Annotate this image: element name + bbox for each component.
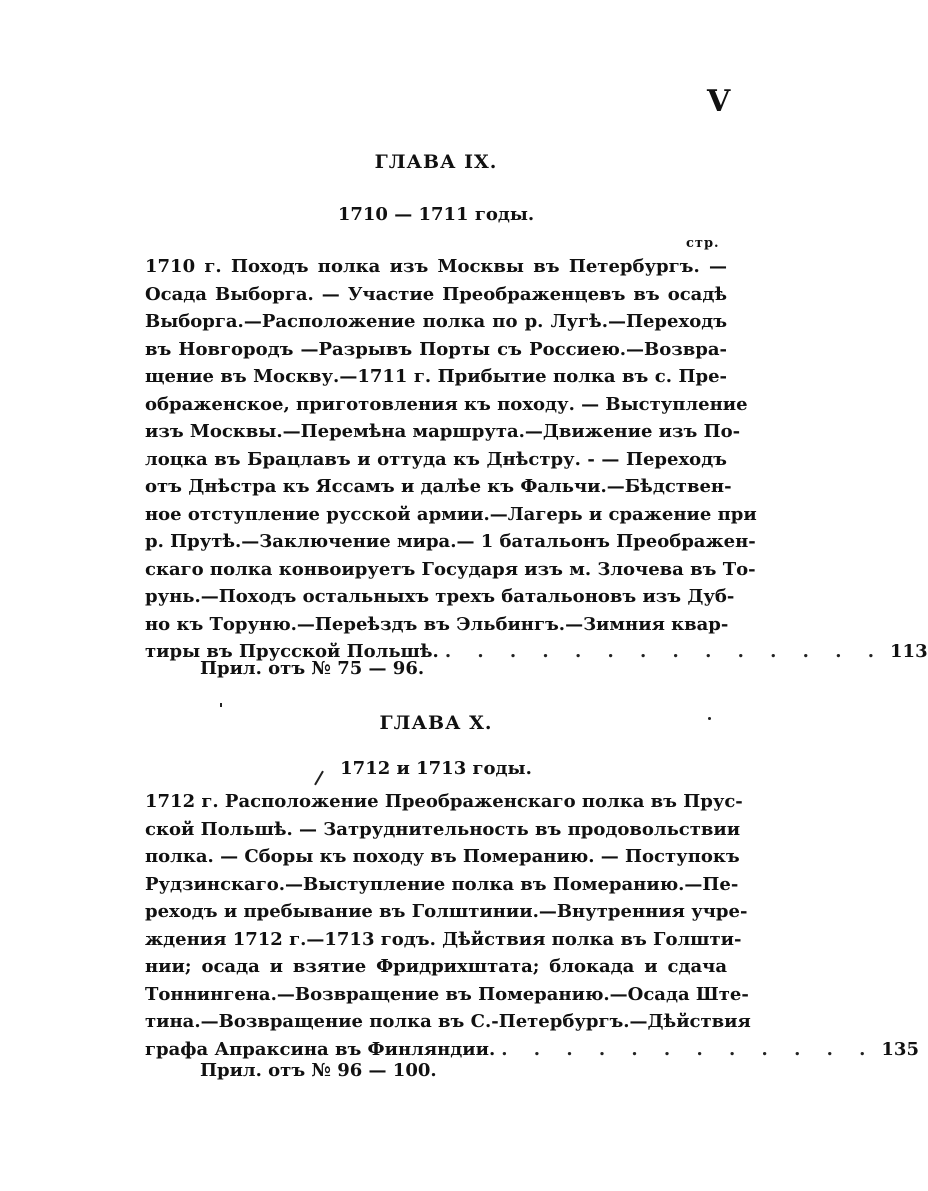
chapter-9-title: ГЛАВА IX. [374, 151, 498, 173]
summary-last-line [145, 1036, 919, 1064]
summary-line: р. Прутѣ.—Заключение мира.— 1 батальонъ Преображен- [145, 531, 756, 552]
chapter-9-summary [145, 253, 928, 666]
page-number: V [707, 84, 731, 119]
summary-line: въ Новгородъ —Разрывъ Порты съ Россиею.—Возвра- [145, 338, 727, 360]
summary-line: Тоннингена.—Возвращение въ Померанию.—Осада Ште- [145, 983, 749, 1005]
summary-line: 1710 г. Походъ полка изъ Москвы въ Петербургъ. — [145, 256, 727, 277]
summary-line: изъ Москвы.—Перемѣна маршрута.—Движение изъ По- [145, 421, 741, 442]
summary-line: щение въ Москву.—1711 г. Прибытие полка въ с. Пре- [145, 366, 727, 387]
summary-line: рунь.—Походъ остальныхъ трехъ батальоновъ изъ Дуб- [145, 586, 735, 607]
summary-line: скаго полка конвоируетъ Государя изъ м. Злочева въ То- [145, 558, 756, 580]
summary-line: лоцка въ Брацлавъ и оттуда къ Днѣстру. - — Переходъ [145, 448, 727, 470]
dot-leader: . . . . . . . . . . . . . . [444, 641, 885, 662]
summary-line-end: графа Апраксина въ Финляндии. [145, 1038, 496, 1060]
chapter-10-years: 1712 и 1713 годы. [340, 758, 532, 779]
summary-line-end: тиры въ Прусской Польшѣ. [145, 641, 439, 662]
summary-line: тина.—Возвращение полка въ С.-Петербургъ.—Дѣйствия [145, 1011, 751, 1032]
chapter-9-years: 1710 — 1711 годы. [337, 204, 535, 225]
summary-line: 1712 г. Расположение Преображенскаго полка въ Прус- [145, 791, 743, 812]
chapter-9-appendix: Прил. отъ № 75 — 96. [200, 658, 425, 679]
summary-line: ждения 1712 г.—1713 годъ. Дѣйствия полка въ Голшти- [145, 928, 742, 950]
summary-line: ской Польшѣ. — Затруднительность въ продовольствии [145, 818, 741, 840]
summary-line: полка. — Сборы къ походу въ Померанию. — Поступокъ [145, 846, 740, 867]
summary-line: Рудзинскаго.—Выступление полка въ Померанию.—Пе- [145, 873, 739, 895]
summary-line: отъ Днѣстра къ Яссамъ и далѣе къ Фальчи.—Бѣдствен- [145, 476, 732, 497]
chapter-10-page-ref: 135 [881, 1038, 919, 1060]
chapter-9-page-ref: 113 [890, 641, 928, 662]
summary-line: реходъ и пребывание въ Голштинии.—Внутренния учре- [145, 901, 748, 922]
summary-line: ное отступление русской армии.—Лагерь и сражение при [145, 503, 757, 525]
chapter-10-appendix: Прил. отъ № 96 — 100. [200, 1060, 437, 1081]
chapter-10-summary [145, 788, 919, 1063]
dot-leader: . . . . . . . . . . . . [501, 1038, 876, 1060]
chapter-10-title: ГЛАВА X. [379, 712, 493, 734]
summary-line: но къ Торуню.—Переѣздъ въ Эльбингъ.—Зимния квар- [145, 613, 729, 635]
summary-line: Осада Выборга. — Участие Преображенцевъ въ осадѣ [145, 283, 727, 305]
summary-line: Выборга.—Расположение полка по р. Лугѣ.—Переходъ [145, 311, 727, 332]
summary-line: ображенское, приготовления къ походу. — Выступление [145, 393, 748, 415]
print-speck [220, 703, 222, 707]
summary-line: нии; осада и взятие Фридрихштата; блокада и сдача [145, 956, 727, 977]
page-column-label: стр. [686, 236, 720, 251]
